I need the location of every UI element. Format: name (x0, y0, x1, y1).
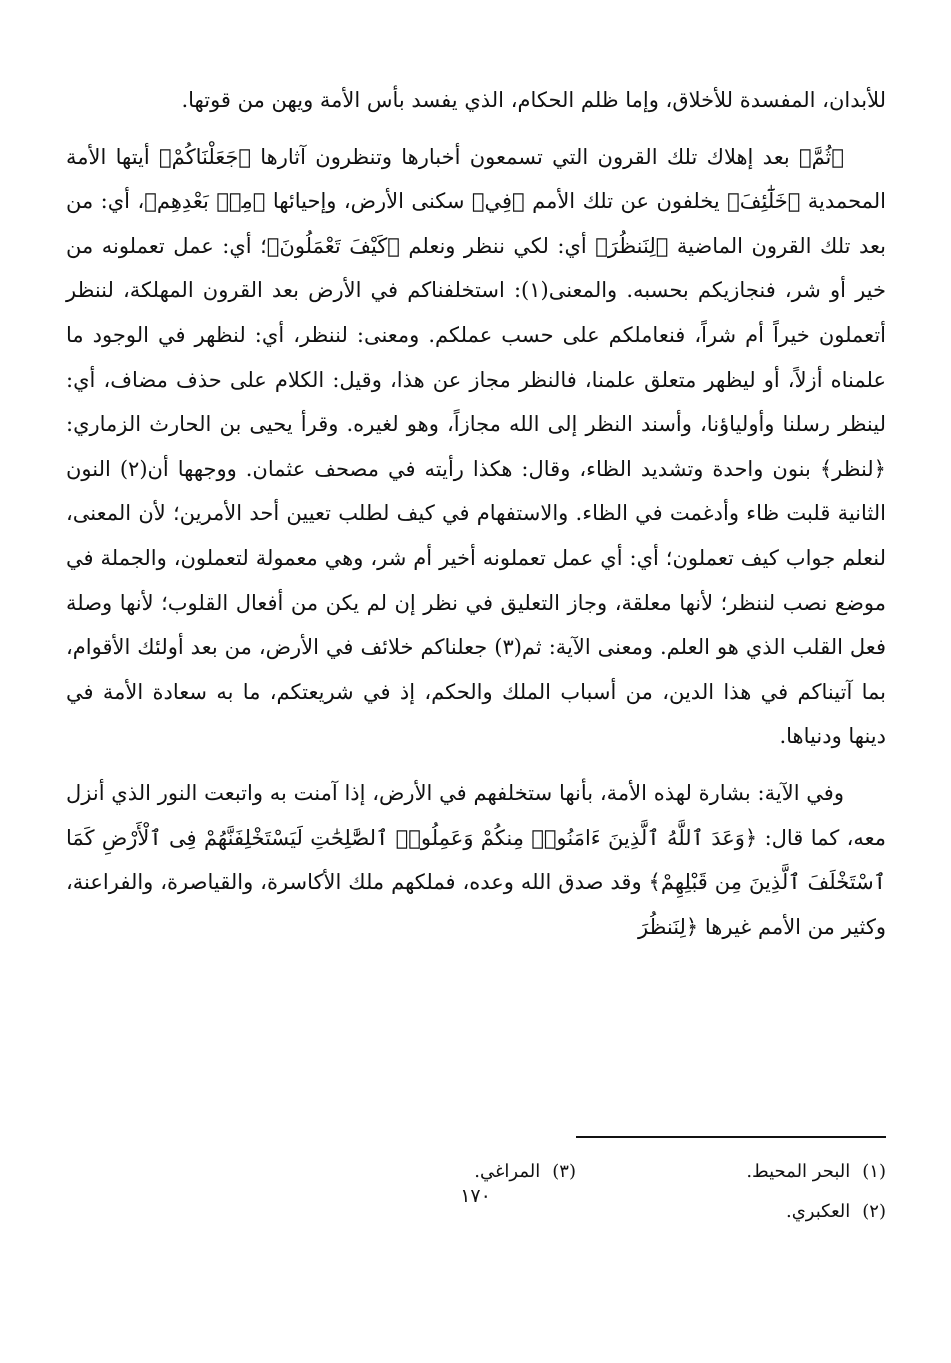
footnote-number: (١) (862, 1161, 886, 1182)
footnote-text: العكبري. (785, 1201, 851, 1222)
footnote-separator (576, 1136, 886, 1138)
paragraph-2: ﴿ثُمَّ﴾ بعد إهلاك تلك القرون التي تسمعون أخبارها وتنظرون آثارها ﴿جَعَلْنَاكُمْ﴾ أيتها الأمة المحمدية ﴿خَلَٰٓئِفَ﴾ يخلفون عن تلك الأمم ﴿فِي﴾ سكنى الأرض، وإحيائها ﴿مِنۢ بَعْدِهِم﴾، أي: من بعد تلك القرون الماضية ﴿لِنَنظُرَ﴾ أي: لكي ننظر ونعلم ﴿كَيْفَ تَعْمَلُونَ﴾؛ أي: عمل تعملونه من خير أو شر، فنجازيكم بحسبه. والمعنى(١): استخلفناكم في الأرض بعد القرون المهلكة، لننظر أتعملون خيراً أم شراً، فنعاملكم على حسب عملكم. ومعنى: لننظر، أي: لنظهر في الوجود ما علمناه أزلاً، أو ليظهر متعلق علمنا، فالنظر مجاز عن هذا، وقيل: الكلام على حذف مضاف، أي: لينظر رسلنا وأولياؤنا، وأسند النظر إلى الله مجازاً، وهو لغيره. وقرأ يحيى بن الحارث الزماري: ﴿لنظر﴾ بنون واحدة وتشديد الظاء، وقال: هكذا رأيته في مصحف عثمان. ووجهها أن(٢) النون الثانية قلبت ظاء وأدغمت في الظاء. والاستفهام في كيف لطلب تعيين أحد الأمرين؛ لأن المعنى، لنعلم جواب كيف تعملون؛ أي: أي عمل تعملونه أخير أم شر، وهي معمولة لتعملون، والجملة في موضع نصب لننظر؛ لأنها معلقة، وجاز التعليق في نظر إن لم يكن من أفعال القلوب؛ لأنها وصلة فعل القلب الذي هو العلم. ومعنى الآية: ثم(٣) جعلناكم خلائف في الأرض، من بعد أولئك الأقوام، بما آتيناكم في هذا الدين، من أسباب الملك والحكم، إذ في شريعتكم، ما به سعادة الأمة في دينها ودنياها. (66, 144, 886, 749)
footnote-number: (٣) (552, 1161, 576, 1182)
footnote-text: البحر المحيط. (746, 1161, 851, 1182)
footnote-number: (٢) (862, 1201, 886, 1222)
main-text (66, 78, 886, 949)
paragraph-1: للأبدان، المفسدة للأخلاق، وإما ظلم الحكام، الذي يفسد بأس الأمة ويهن من قوتها. (181, 88, 886, 112)
page-number: ١٧٠ (460, 1185, 491, 1207)
book-page (66, 78, 886, 1308)
paragraph-3: وفي الآية: بشارة لهذه الأمة، بأنها ستخلفهم في الأرض، إذا آمنت به واتبعت النور الذي أنزل معه، كما قال: ﴿وَعَدَ ٱللَّهُ ٱلَّذِينَ ءَامَنُوا۟ مِنكُمْ وَعَمِلُوا۟ ٱلصَّٰلِحَٰتِ لَيَسْتَخْلِفَنَّهُمْ فِى ٱلْأَرْضِ كَمَا ٱسْتَخْلَفَ ٱلَّذِينَ مِن قَبْلِهِمْ﴾ وقد صدق الله وعده، فملكهم ملك الأكاسرة، والقياصرة، والفراعنة، وكثير من الأمم غيرها ﴿لِنَنظُرَ (66, 780, 886, 939)
footnote-text: المراغي. (474, 1161, 541, 1182)
